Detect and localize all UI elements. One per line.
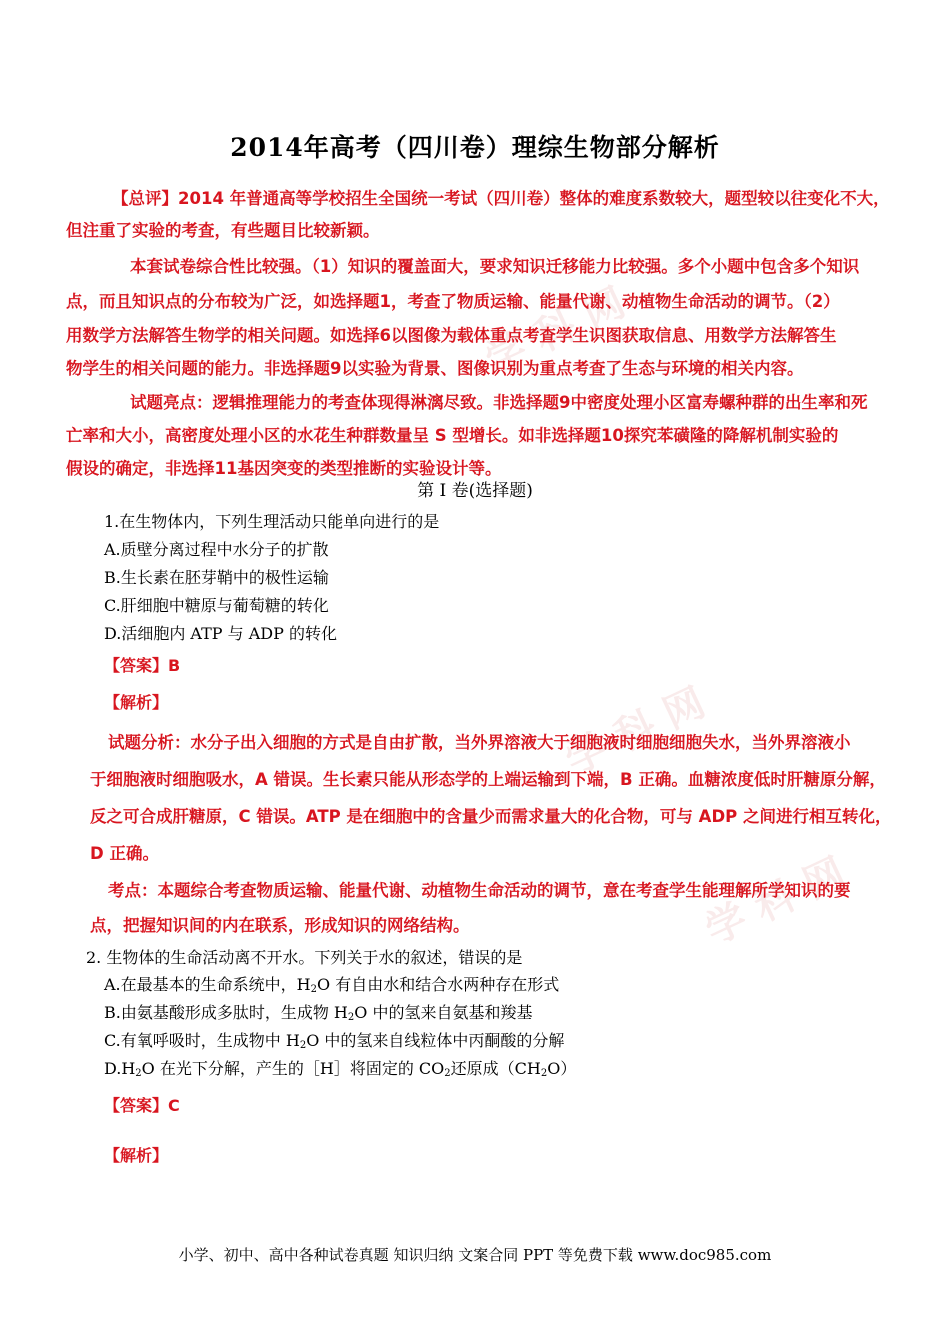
overview-line: 点，而且知识点的分布较为广泛，如选择题1，考查了物质运输、能量代谢、动植物生命活动的调节。（2） (66, 292, 840, 311)
analysis-line: D 正确。 (90, 844, 159, 863)
option-text: O 中的氢来自线粒体中丙酮酸的分解 (306, 1031, 565, 1050)
analysis-line: 于细胞液时细胞吸水，A 错误。生长素只能从形态学的上端运输到下端，B 正确。血糖浓度低时肝糖原分解， (90, 770, 886, 789)
question-stem: 2. 生物体的生命活动离不开水。下列关于水的叙述，错误的是 (86, 948, 523, 967)
option-text: 还原成（CH (450, 1059, 541, 1078)
subscript: 2 (444, 1068, 451, 1079)
overview-line: 试题亮点：逻辑推理能力的考查体现得淋漓尽致。非选择题9中密度处理小区富寿螺种群的出生率和死 (130, 393, 868, 412)
overview-line: 【总评】2014 年普通高等学校招生全国统一考试（四川卷）整体的难度系数较大，题型较以往变化不大， (112, 189, 890, 208)
option-a: A.质壁分离过程中水分子的扩散 (104, 540, 329, 559)
option-d: D.活细胞内 ATP 与 ADP 的转化 (104, 624, 337, 643)
subscript: 2 (310, 984, 317, 995)
subscript: 2 (347, 1012, 355, 1023)
knowledge-point: 考点：本题综合考查物质运输、能量代谢、动植物生命活动的调节，意在考查学生能理解所学知识的要 (108, 881, 851, 900)
answer: 【答案】C (104, 1096, 180, 1115)
option-b: B.生长素在胚芽鞘中的极性运输 (104, 568, 329, 587)
subscript: 2 (299, 1040, 307, 1051)
overview-line: 假设的确定，非选择11基因突变的类型推断的实验设计等。 (66, 459, 502, 478)
option-b (104, 1000, 532, 1023)
question-stem: 1.在生物体内，下列生理活动只能单向进行的是 (104, 512, 440, 531)
option-text: O 中的氢来自氨基和羧基 (354, 1003, 533, 1022)
option-d (104, 1056, 576, 1079)
subscript: 2 (540, 1068, 548, 1079)
analysis-label: 【解析】 (104, 1146, 169, 1165)
overview-line: 但注重了实验的考查，有些题目比较新颖。 (66, 221, 380, 240)
section-title: 第 I 卷(选择题) (417, 481, 533, 501)
overview-line: 亡率和大小，高密度处理小区的水花生种群数量呈 S 型增长。如非选择题10探究苯磺隆的降解机制实验的 (66, 426, 839, 445)
page-title: 2014年高考（四川卷）理综生物部分解析 (230, 133, 720, 162)
option-c (104, 1028, 564, 1051)
overview-line: 物学生的相关问题的能力。非选择题9以实验为背景、图像识别为重点考查了生态与环境的相关内容。 (66, 359, 804, 378)
knowledge-point: 点，把握知识间的内在联系，形成知识的网络结构。 (90, 916, 470, 935)
watermark: 学 科 网 (478, 279, 633, 384)
option-c: C.肝细胞中糖原与葡萄糖的转化 (104, 596, 329, 615)
footer: 小学、初中、高中各种试卷真题 知识归纳 文案合同 PPT 等免费下载 www.doc985.com (178, 1246, 772, 1264)
option-text: B.由氨基酸形成多肽时，生成物 H (104, 1003, 348, 1022)
watermark: 学 科 网 (558, 679, 713, 784)
option-text: A.在最基本的生命系统中，H (104, 975, 311, 994)
answer: 【答案】B (104, 656, 181, 675)
overview-line: 本套试卷综合性比较强。（1）知识的覆盖面大，要求知识迁移能力比较强。多个小题中包含多个知识 (130, 257, 860, 276)
overview-line: 用数学方法解答生物学的相关问题。如选择6以图像为载体重点考查学生识图获取信息、用数学方法解答生 (66, 326, 837, 345)
watermark: 学 科 网 (698, 849, 853, 954)
option-a (104, 972, 559, 995)
option-text: D.H (104, 1059, 136, 1078)
analysis-line: 试题分析：水分子出入细胞的方式是自由扩散，当外界溶液大于细胞液时细胞细胞失水，当外界溶液小 (108, 733, 851, 752)
option-text: O 在光下分解，产生的［H］将固定的 CO (141, 1059, 445, 1078)
option-text: O 有自由水和结合水两种存在形式 (316, 975, 560, 994)
option-text: C.有氧呼吸时，生成物中 H (104, 1031, 300, 1050)
analysis-line: 反之可合成肝糖原，C 错误。ATP 是在细胞中的含量少而需求量大的化合物，可与 ADP 之间进行相互转化， (90, 807, 892, 826)
option-text: O） (547, 1059, 577, 1078)
analysis-label: 【解析】 (104, 693, 169, 712)
subscript: 2 (135, 1068, 142, 1079)
